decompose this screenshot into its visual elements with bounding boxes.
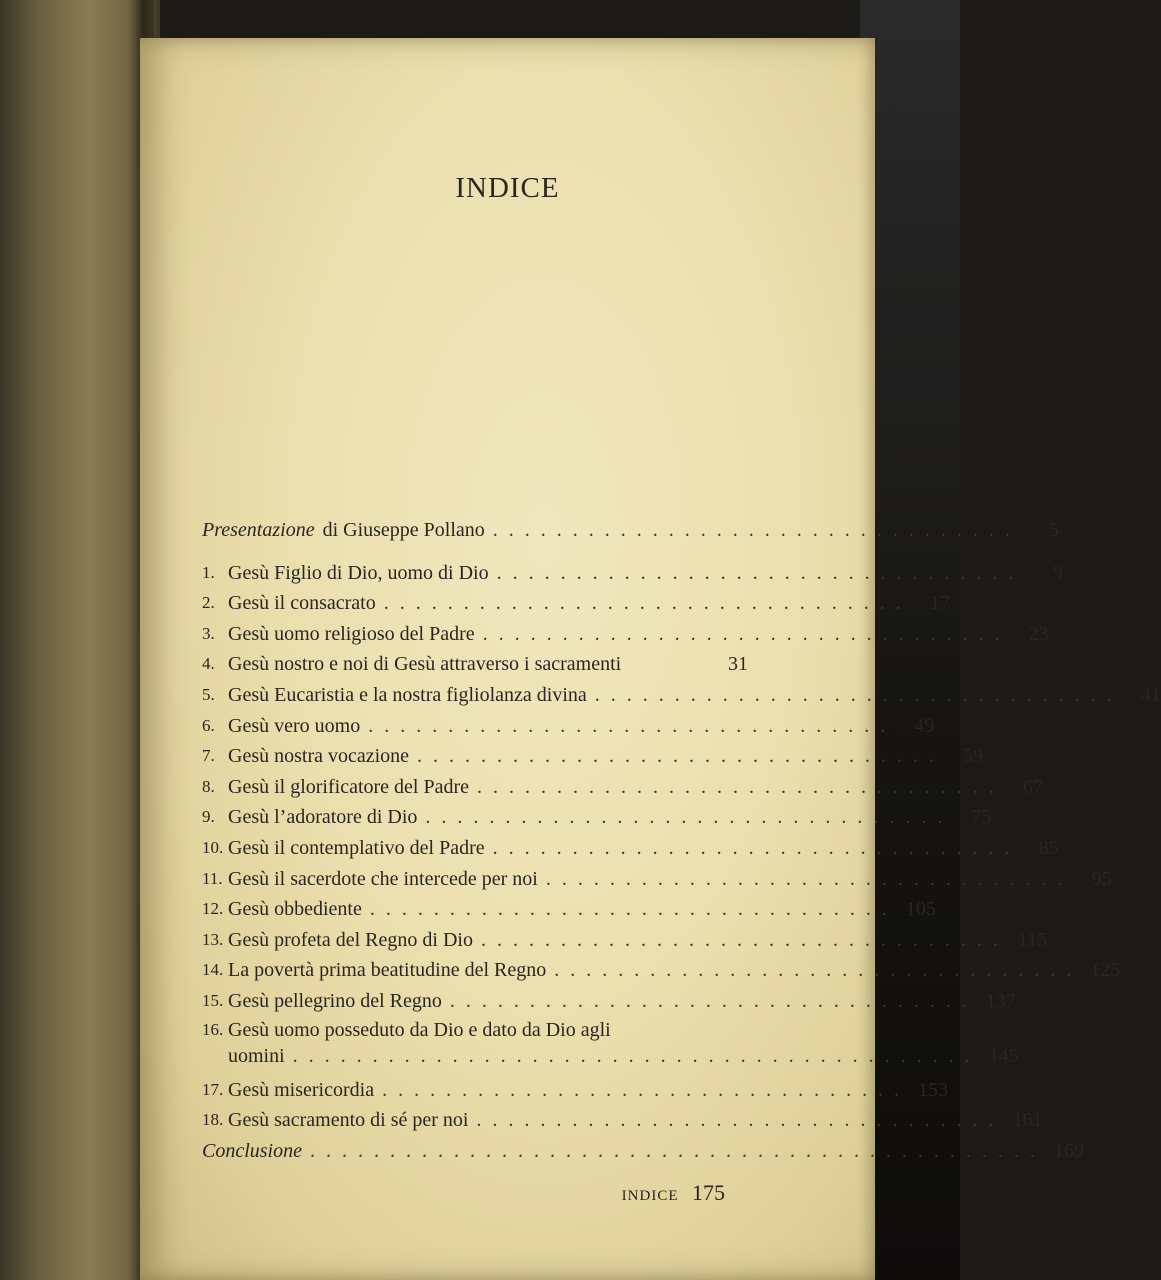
toc-entry-number: 16. <box>202 1019 224 1039</box>
toc-entry-page: 95 <box>1091 867 1112 890</box>
toc-entry-number: 8. <box>202 776 215 796</box>
page-footer <box>622 1180 725 1206</box>
toc-entry-page: 17 <box>929 592 950 615</box>
toc-entry-number: 3. <box>202 623 215 643</box>
leader-dots: . . . . . . . . . . . . . . . . . . . . . . . . . . . . . . . . . <box>368 714 889 737</box>
leader-dots: . . . . . . . . . . . . . . . . . . . . . . . . . . . . . . . . . <box>496 561 1017 584</box>
toc-entry <box>202 833 1059 864</box>
leader-dots: . . . . . . . . . . . . . . . . . . . . . . . . . . . . . . . . . <box>477 775 998 798</box>
leader-dots: . . . . . . . . . . . . . . . . . . . . . . . . . . . . . . . . . <box>594 683 1115 706</box>
toc-entry-page: 115 <box>1017 928 1047 951</box>
toc-entry-two-line <box>202 1017 1019 1075</box>
toc-entry <box>202 680 1161 711</box>
toc-entry-label: Presentazione <box>202 519 315 541</box>
leader-dots: . . . . . . . . . . . . . . . . . . . . . . . . . . . . . . . . . <box>480 928 1001 951</box>
toc-entry <box>202 1075 949 1106</box>
toc-entry-label: Gesù obbediente <box>228 898 362 921</box>
toc-entry <box>202 802 992 833</box>
toc-entry <box>202 619 1049 650</box>
toc-entry-page: 169 <box>1054 1139 1084 1162</box>
toc-entry-label: Gesù vero uomo <box>228 714 361 737</box>
toc-entry-number: 14. <box>202 960 224 980</box>
book-page <box>140 38 1161 1280</box>
toc-entry-number: 2. <box>202 593 215 613</box>
toc-entry-number: 11. <box>202 868 223 888</box>
toc-entry-page: 75 <box>971 806 992 829</box>
page-title: INDICE <box>455 172 560 204</box>
toc-entry <box>202 772 1044 803</box>
toc-entry-line-2 <box>228 1043 1019 1069</box>
toc-entry-label: Gesù misericordia <box>228 1078 375 1101</box>
toc-entry-page: 59 <box>963 745 984 768</box>
toc-entry-page: 49 <box>914 714 935 737</box>
leader-dots: . . . . . . . . . . . . . . . . . . . . . . . . . . . . . . . . . <box>425 806 946 829</box>
leader-dots: . . . . . . . . . . . . . . . . . . . . . . . . . . . . . . . . . <box>482 622 1003 645</box>
toc-entry-label: Gesù Eucaristia e la nostra figliolanza divina <box>228 683 587 706</box>
toc-entry-number: 12. <box>202 899 224 919</box>
toc-entry <box>202 955 1121 986</box>
toc-entry-label: Gesù nostra vocazione <box>228 745 410 768</box>
toc-entry-label: Gesù il contemplativo del Padre <box>228 836 485 859</box>
toc-entry-page: 41 <box>1140 683 1161 706</box>
toc-entry-page: 161 <box>1012 1109 1043 1132</box>
toc-entry-label: Gesù il consacrato <box>228 592 376 615</box>
toc-entry <box>202 1105 1043 1136</box>
toc-entry-page: 67 <box>1023 775 1044 798</box>
leader-dots: . . . . . . . . . . . . . . . . . . . . . . . . . . . . . . . . . <box>476 1109 997 1132</box>
toc-entry-page: 125 <box>1090 959 1121 982</box>
toc-entry-number: 5. <box>202 684 215 704</box>
toc-entry-number: 6. <box>202 715 215 735</box>
toc-entry-label: Gesù pellegrino del Regno <box>228 989 442 1012</box>
toc-entry-number: 18. <box>202 1110 224 1130</box>
toc-entry <box>202 588 950 619</box>
toc-entry-label: Gesù il glorificatore del Padre <box>228 775 470 798</box>
leader-dots: . . . . . . . . . . . . . . . . . . . . . . . . . . . . . . . . . <box>554 959 1075 982</box>
leader-dots: . . . . . . . . . . . . . . . . . . . . . . . . . . . . . . . . . . . . . . . . . . . <box>292 1044 973 1067</box>
toc-entry <box>202 711 935 742</box>
toc-entry-page: 9 <box>1052 561 1063 584</box>
toc-entry-label: La povertà prima beatitudine del Regno <box>228 959 547 982</box>
toc-entry-label: Gesù nostro e noi di Gesù attraverso i sacramenti <box>228 653 622 676</box>
toc-entry-author: di Giuseppe Pollano <box>322 519 485 541</box>
toc-entry-label: Gesù sacramento di sé per noi <box>228 1109 469 1132</box>
toc-entry-presentazione <box>202 515 1059 546</box>
toc-entry-number: 4. <box>202 654 215 674</box>
toc-entry <box>202 986 1016 1017</box>
running-head: INDICE <box>621 1188 679 1204</box>
toc-entry-label: Gesù profeta del Regno di Dio <box>228 928 473 951</box>
toc-entry-label: Gesù uomo religioso del Padre <box>228 622 475 645</box>
toc-entry-page: 137 <box>985 989 1016 1012</box>
toc-entry-label-group <box>228 1017 1019 1075</box>
toc-entry-number: 1. <box>202 562 215 582</box>
toc-entry <box>202 649 748 680</box>
toc-entry-page: 23 <box>1028 622 1049 645</box>
leader-dots <box>623 649 706 680</box>
leader-dots: . . . . . . . . . . . . . . . . . . . . . . . . . . . . . . . . . <box>492 836 1013 859</box>
toc-entry-page: 5 <box>1048 519 1059 541</box>
leader-dots: . . . . . . . . . . . . . . . . . . . . . . . . . . . . . . . . . <box>492 519 1013 541</box>
toc-entry-line-1 <box>228 1017 1019 1043</box>
toc-entry-number: 10. <box>202 837 224 857</box>
toc-entry-number: 13. <box>202 929 224 949</box>
table-of-contents <box>202 515 1161 1166</box>
leader-dots: . . . . . . . . . . . . . . . . . . . . . . . . . . . . . . . . . <box>545 867 1066 890</box>
toc-entry-label-continued: uomini <box>228 1044 285 1067</box>
toc-entry <box>202 864 1112 895</box>
toc-entry <box>202 741 984 772</box>
toc-entry-page: 105 <box>905 898 936 921</box>
toc-entry-page: 31 <box>728 653 748 676</box>
toc-entry <box>202 558 1063 589</box>
toc-entry-label: Gesù uomo posseduto da Dio e dato da Dio agli <box>228 1018 611 1041</box>
leader-dots: . . . . . . . . . . . . . . . . . . . . . . . . . . . . . . . . . <box>449 989 970 1012</box>
leader-dots: . . . . . . . . . . . . . . . . . . . . . . . . . . . . . . . . . <box>382 1078 903 1101</box>
toc-entry-number: 9. <box>202 807 215 827</box>
leader-dots: . . . . . . . . . . . . . . . . . . . . . . . . . . . . . . . . . <box>383 592 904 615</box>
toc-entry-number: 17. <box>202 1079 224 1099</box>
toc-entry-number: 15. <box>202 990 224 1010</box>
toc-entry <box>202 925 1047 956</box>
toc-entry-label: Gesù il sacerdote che intercede per noi <box>228 867 538 890</box>
leader-dots: . . . . . . . . . . . . . . . . . . . . . . . . . . . . . . . . . . . . . . . . . . . . . . <box>310 1139 1038 1162</box>
toc-entry-number: 7. <box>202 746 215 766</box>
toc-entry <box>202 894 936 925</box>
toc-entry-page: 145 <box>988 1044 1019 1067</box>
toc-entry-label: Gesù Figlio di Dio, uomo di Dio <box>228 561 489 584</box>
leader-dots: . . . . . . . . . . . . . . . . . . . . . . . . . . . . . . . . . <box>369 898 890 921</box>
toc-entry-conclusione <box>202 1136 1084 1167</box>
toc-entry-page: 153 <box>918 1078 949 1101</box>
leader-dots: . . . . . . . . . . . . . . . . . . . . . . . . . . . . . . . . . <box>417 745 938 768</box>
toc-entry-label: Gesù l’adoratore di Dio <box>228 806 418 829</box>
toc-entry-page: 85 <box>1038 836 1059 859</box>
toc-entry-label: Conclusione <box>202 1139 302 1162</box>
folio-number: 175 <box>692 1180 725 1205</box>
